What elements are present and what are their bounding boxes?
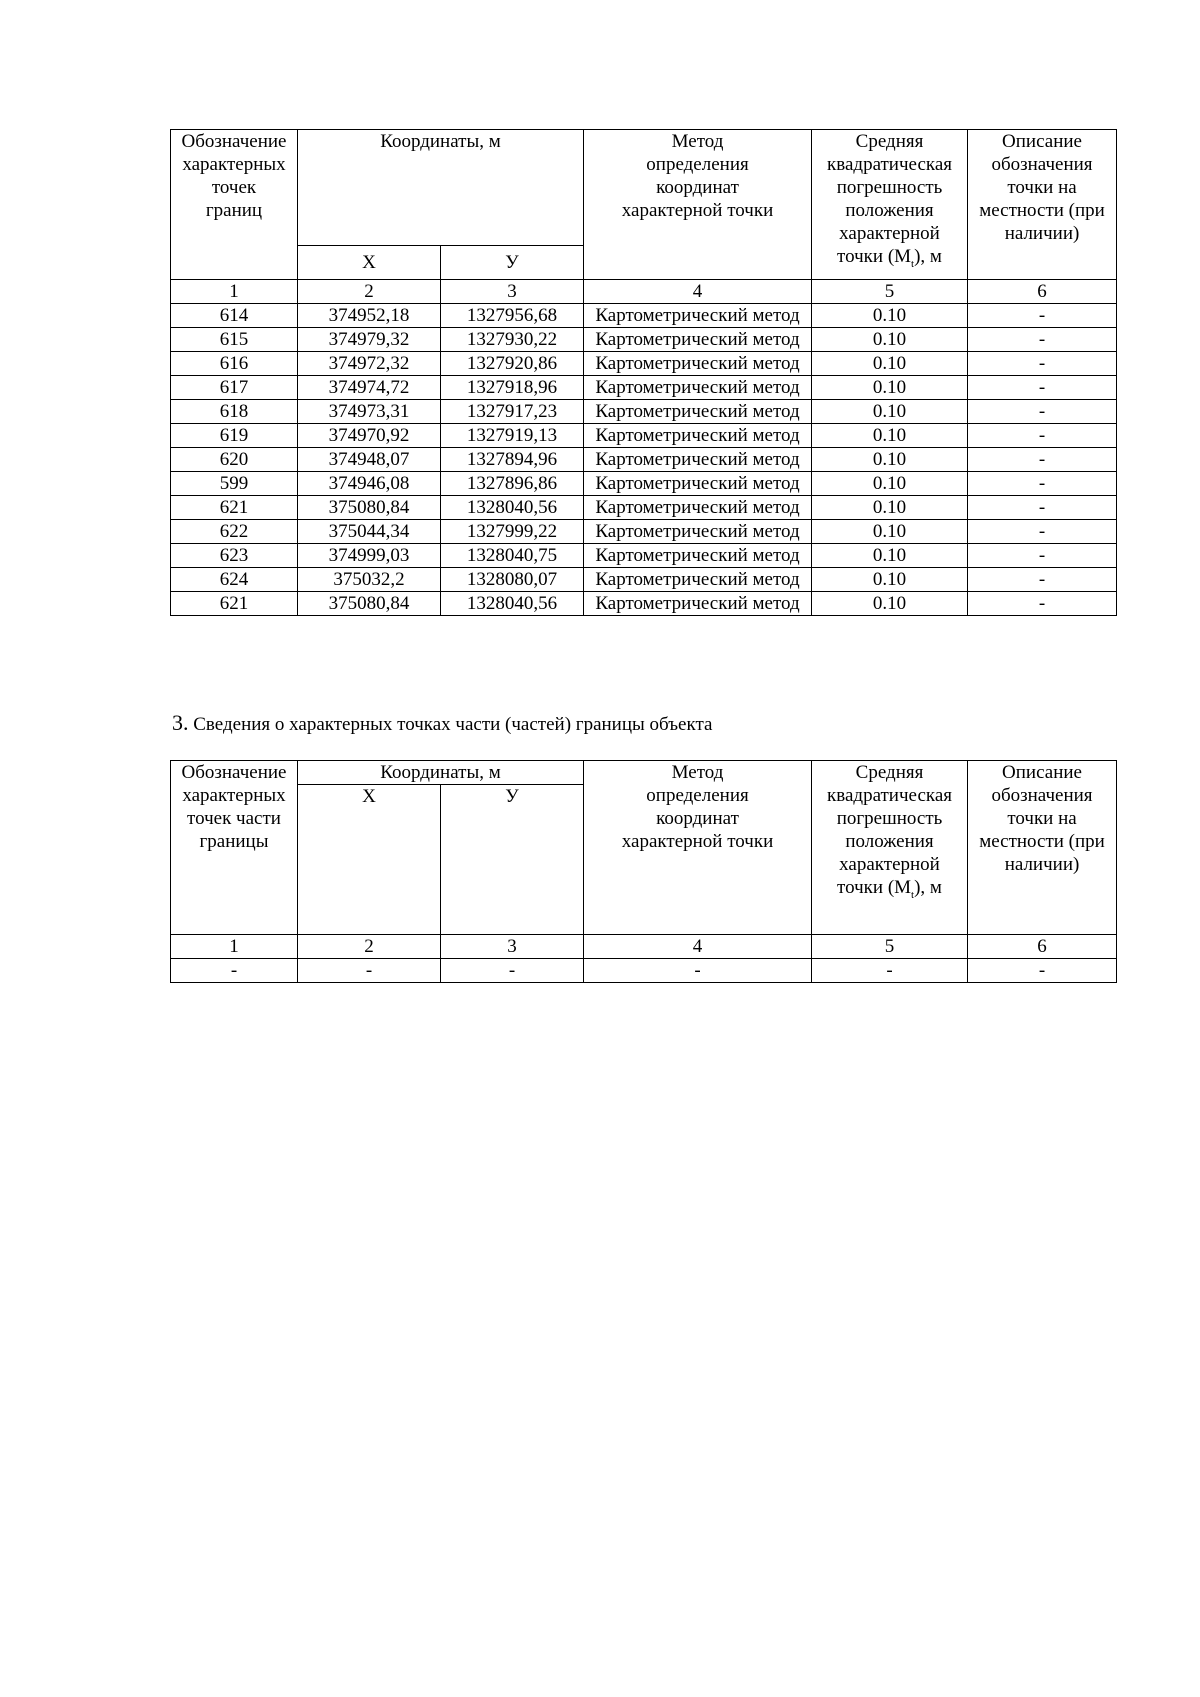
header-point-designation: Обозначение характерных точек части границы: [171, 761, 298, 935]
method-cell: Картометрический метод: [584, 472, 812, 496]
section-title: Сведения о характерных точках части (частей) границы объекта: [193, 714, 713, 735]
point-id-cell: 621: [171, 496, 298, 520]
header-x: Х: [298, 785, 441, 935]
y-cell: 1327917,23: [441, 400, 584, 424]
x-cell: 375080,84: [298, 592, 441, 616]
table-row: [171, 448, 1117, 472]
column-number: 3: [441, 280, 584, 304]
point-id-cell: 621: [171, 592, 298, 616]
x-cell: -: [298, 959, 441, 983]
column-number: 6: [968, 280, 1117, 304]
x-cell: 375080,84: [298, 496, 441, 520]
method-cell: Картометрический метод: [584, 328, 812, 352]
part-boundary-points-table: [170, 760, 1117, 983]
point-id-cell: 618: [171, 400, 298, 424]
point-id-cell: 622: [171, 520, 298, 544]
method-cell: Картометрический метод: [584, 496, 812, 520]
x-cell: 374973,31: [298, 400, 441, 424]
y-cell: 1328040,75: [441, 544, 584, 568]
description-cell: -: [968, 568, 1117, 592]
column-number: 5: [812, 935, 968, 959]
error-cell: 0.10: [812, 376, 968, 400]
error-cell: 0.10: [812, 472, 968, 496]
method-cell: Картометрический метод: [584, 448, 812, 472]
section-3-heading: [172, 710, 712, 736]
header-point-designation: Обозначение характерных точек границ: [171, 130, 298, 280]
x-cell: 374974,72: [298, 376, 441, 400]
point-id-cell: 619: [171, 424, 298, 448]
column-number: 1: [171, 280, 298, 304]
description-cell: -: [968, 448, 1117, 472]
table-row: [171, 496, 1117, 520]
column-number: 4: [584, 280, 812, 304]
point-id-cell: 623: [171, 544, 298, 568]
y-cell: 1327919,13: [441, 424, 584, 448]
x-cell: 374979,32: [298, 328, 441, 352]
table-row: [171, 544, 1117, 568]
y-cell: 1327930,22: [441, 328, 584, 352]
description-cell: -: [968, 496, 1117, 520]
column-numbers-row: [171, 280, 1117, 304]
header-mean-error-text: Средняя квадратическая погрешность положения характерной точки (М: [827, 131, 952, 267]
section-number: 3.: [172, 710, 189, 735]
table-row: [171, 424, 1117, 448]
point-id-cell: 599: [171, 472, 298, 496]
description-cell: -: [968, 544, 1117, 568]
column-number: 1: [171, 935, 298, 959]
description-cell: -: [968, 520, 1117, 544]
error-cell: 0.10: [812, 328, 968, 352]
header-mean-error-subscript: t: [911, 888, 915, 901]
x-cell: 374946,08: [298, 472, 441, 496]
description-cell: -: [968, 400, 1117, 424]
header-y: У: [441, 785, 584, 935]
description-cell: -: [968, 959, 1117, 983]
method-cell: Картометрический метод: [584, 304, 812, 328]
point-id-cell: 624: [171, 568, 298, 592]
x-cell: 375044,34: [298, 520, 441, 544]
description-cell: -: [968, 472, 1117, 496]
y-cell: 1328080,07: [441, 568, 584, 592]
description-cell: -: [968, 592, 1117, 616]
method-cell: -: [584, 959, 812, 983]
header-method: Метод определения координат характерной точки: [584, 761, 812, 935]
point-id-cell: 615: [171, 328, 298, 352]
column-number: 5: [812, 280, 968, 304]
error-cell: 0.10: [812, 568, 968, 592]
header-description: Описание обозначения точки на местности (при наличии): [968, 761, 1117, 935]
method-cell: Картометрический метод: [584, 376, 812, 400]
method-cell: Картометрический метод: [584, 424, 812, 448]
column-number: 2: [298, 935, 441, 959]
x-cell: 374970,92: [298, 424, 441, 448]
error-cell: 0.10: [812, 592, 968, 616]
header-x: Х: [298, 246, 441, 280]
method-cell: Картометрический метод: [584, 520, 812, 544]
point-id-cell: -: [171, 959, 298, 983]
header-coordinates: Координаты, м: [298, 130, 584, 246]
error-cell: 0.10: [812, 496, 968, 520]
header-method: Метод определения координат характерной точки: [584, 130, 812, 280]
method-cell: Картометрический метод: [584, 544, 812, 568]
header-mean-error-unit: ), м: [914, 877, 942, 898]
column-numbers-row: [171, 935, 1117, 959]
description-cell: -: [968, 304, 1117, 328]
column-number: 6: [968, 935, 1117, 959]
table-row: [171, 520, 1117, 544]
description-cell: -: [968, 376, 1117, 400]
characteristic-points-table: [170, 129, 1117, 616]
y-cell: 1327896,86: [441, 472, 584, 496]
table-row: [171, 568, 1117, 592]
point-id-cell: 614: [171, 304, 298, 328]
column-number: 4: [584, 935, 812, 959]
header-mean-error: [812, 761, 968, 935]
point-id-cell: 616: [171, 352, 298, 376]
header-mean-error: [812, 130, 968, 280]
point-id-cell: 620: [171, 448, 298, 472]
method-cell: Картометрический метод: [584, 568, 812, 592]
description-cell: -: [968, 424, 1117, 448]
table-row: [171, 592, 1117, 616]
column-number: 2: [298, 280, 441, 304]
method-cell: Картометрический метод: [584, 592, 812, 616]
error-cell: -: [812, 959, 968, 983]
x-cell: 374999,03: [298, 544, 441, 568]
x-cell: 374952,18: [298, 304, 441, 328]
table-row: [171, 352, 1117, 376]
table-row: [171, 328, 1117, 352]
error-cell: 0.10: [812, 352, 968, 376]
header-mean-error-text: Средняя квадратическая погрешность положения характерной точки (М: [827, 762, 952, 898]
method-cell: Картометрический метод: [584, 352, 812, 376]
point-id-cell: 617: [171, 376, 298, 400]
table-row: [171, 959, 1117, 983]
error-cell: 0.10: [812, 544, 968, 568]
x-cell: 374972,32: [298, 352, 441, 376]
y-cell: 1327956,68: [441, 304, 584, 328]
y-cell: 1327918,96: [441, 376, 584, 400]
error-cell: 0.10: [812, 520, 968, 544]
y-cell: 1327920,86: [441, 352, 584, 376]
y-cell: 1328040,56: [441, 592, 584, 616]
table-row: [171, 472, 1117, 496]
column-number: 3: [441, 935, 584, 959]
header-mean-error-subscript: t: [911, 257, 915, 270]
header-coordinates: Координаты, м: [298, 761, 584, 785]
error-cell: 0.10: [812, 400, 968, 424]
y-cell: 1328040,56: [441, 496, 584, 520]
y-cell: 1327894,96: [441, 448, 584, 472]
method-cell: Картометрический метод: [584, 400, 812, 424]
description-cell: -: [968, 352, 1117, 376]
header-description: Описание обозначения точки на местности (при наличии): [968, 130, 1117, 280]
error-cell: 0.10: [812, 304, 968, 328]
y-cell: 1327999,22: [441, 520, 584, 544]
table-row: [171, 376, 1117, 400]
x-cell: 374948,07: [298, 448, 441, 472]
error-cell: 0.10: [812, 424, 968, 448]
y-cell: -: [441, 959, 584, 983]
header-mean-error-unit: ), м: [914, 246, 942, 267]
table-row: [171, 400, 1117, 424]
header-y: У: [441, 246, 584, 280]
description-cell: -: [968, 328, 1117, 352]
error-cell: 0.10: [812, 448, 968, 472]
table-row: [171, 304, 1117, 328]
x-cell: 375032,2: [298, 568, 441, 592]
